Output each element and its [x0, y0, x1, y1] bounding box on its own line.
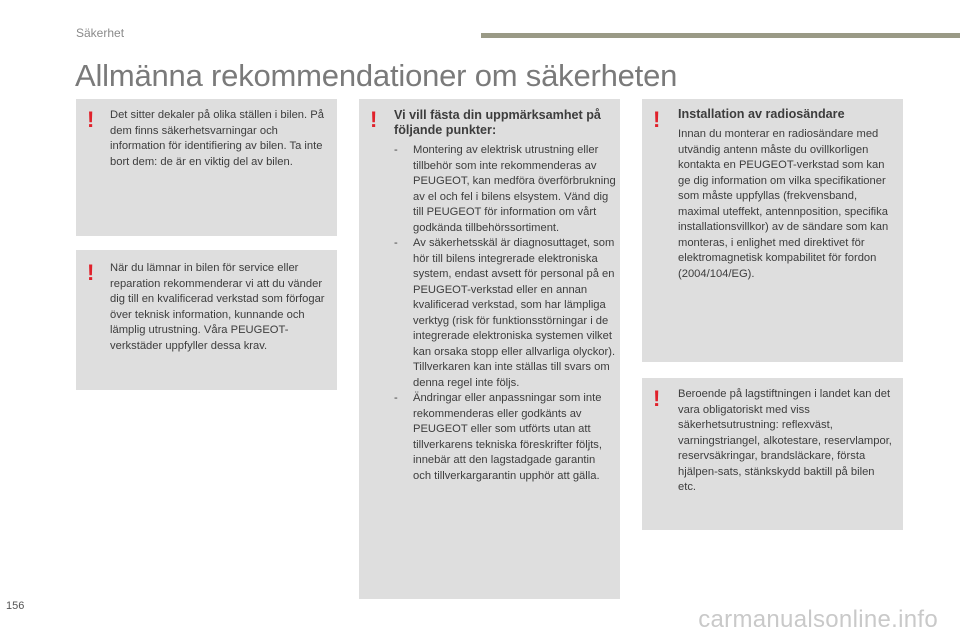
warning-icon: !	[87, 260, 95, 285]
list-dash: -	[394, 144, 398, 156]
list-item	[394, 391, 616, 484]
list-item-text: Montering av elektrisk utrustning eller tillbehör som inte rekommenderas av PEUGEOT, kan medföra överförbrukning av el och fel i bilens elsystem. Vänd dig till PEUGEOT för information om vårt godkända tillbehörssortiment.	[413, 144, 616, 234]
stickers-text: Det sitter dekaler på olika ställen i bilen. På dem finns säkerhetsvarningar och information för identifiering av bilen. Ta inte bort dem: de är en viktig del av bilen.	[110, 109, 324, 168]
service-text: När du lämnar in bilen för service eller reparation rekommenderar vi att du vänder dig till en kvalificerad verkstad som förfogar över teknisk information, kunnande och lämplig utrustning. Våra PEUGEOT-verkstäder uppfyller dessa krav.	[110, 262, 325, 352]
warning-box-service	[76, 250, 337, 390]
warning-icon: !	[370, 107, 378, 132]
radio-heading: Installation av radiosändare	[678, 107, 845, 121]
warning-box-attention	[359, 99, 620, 599]
attention-heading: Vi vill fästa din uppmärksamhet på följande punkter:	[394, 108, 601, 137]
section-label: Säkerhet	[76, 26, 125, 40]
list-item	[394, 143, 616, 236]
list-dash: -	[394, 237, 398, 249]
warning-icon: !	[653, 107, 661, 132]
list-item-text: Ändringar eller anpassningar som inte rekommenderas eller godkänts av PEUGEOT eller som utförts utan att tillverkarens tekniska föreskrifter följts, innebär att den lagstadgade garantin och tillverkargarantin upphör att gälla.	[413, 392, 603, 482]
attention-list	[394, 143, 616, 484]
list-item	[394, 236, 616, 391]
warning-box-radio	[642, 99, 903, 362]
warning-icon: !	[87, 107, 95, 132]
radio-text: Innan du monterar en radiosändare med utvändig antenn måste du ovillkorligen kontakta en PEUGEOT-verkstad som kan ge dig information om vilka specifikationer som måste uppfyllas (frekvensband, maximal uteffekt, antennposition, specifika installationsvillkor) av de sändare som kan monteras, i enlighet med direktivet för elektromagnetisk kompabilitet för fordon (2004/104/EG).	[678, 128, 889, 280]
equipment-text: Beroende på lagstiftningen i landet kan det vara obligatoriskt med viss säkerhetsutrustning: reflexväst, varningstriangel, alkotestare, reservlampor, reservsäkringar, brandsläckare, första hjälpen-sats, stänkskydd baktill på bilen etc.	[678, 388, 892, 493]
warning-icon: !	[653, 386, 661, 411]
watermark: carmanualsonline.info	[698, 606, 938, 633]
page-number: 156	[6, 600, 25, 612]
page-title: Allmänna rekommendationer om säkerheten	[75, 58, 678, 93]
warning-box-equipment	[642, 378, 903, 530]
list-dash: -	[394, 392, 398, 404]
header-rule	[481, 33, 960, 38]
warning-box-stickers	[76, 99, 337, 236]
list-item-text: Av säkerhetsskäl är diagnosuttaget, som hör till bilens integrerade elektroniska system, endast avsett för personal på en PEUGEOT-verkstad eller en annan kvalificerad verkstad, som har lämpliga verktyg (risk för funktionsstörningar i de integrerade elektroniska systemen vilket kan orsaka stopp eller allvarliga olyckor). Tillverkaren kan inte ställas till svars om denna regel inte följs.	[413, 237, 616, 389]
